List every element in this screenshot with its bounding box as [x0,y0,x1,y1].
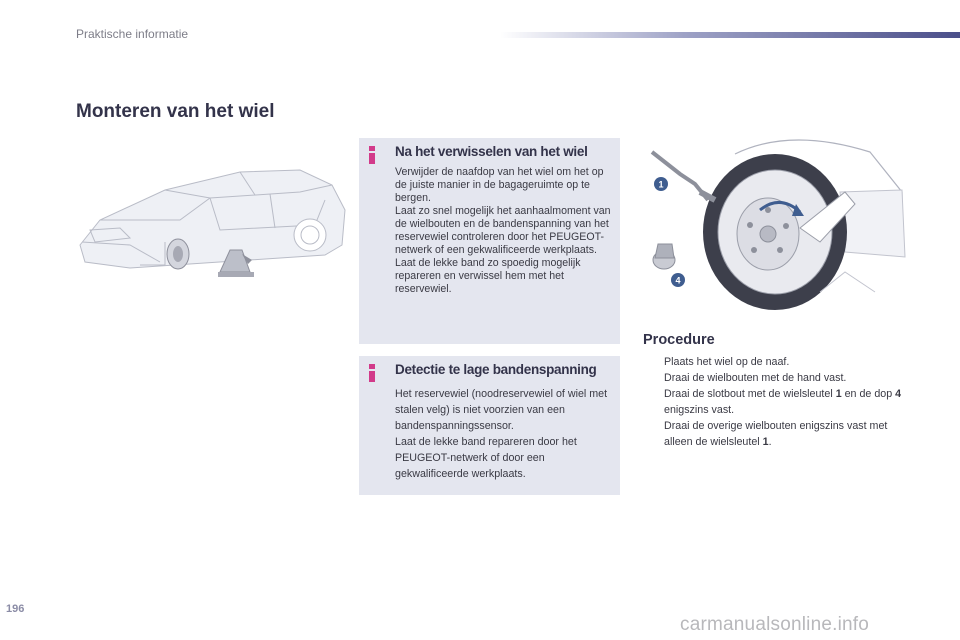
wrench-callout: 1 [658,179,664,190]
info-box-title: Detectie te lage bandenspanning [395,362,597,377]
procedure-step: Plaats het wiel op de naaf. [664,356,790,368]
header-gradient-bar [500,32,960,38]
info-box-low-pressure [359,356,620,495]
info-icon [369,146,375,164]
wheel-mounting-illustration [640,132,910,317]
info-icon [369,364,375,382]
page-title: Monteren van het wiel [76,101,275,122]
info-box-text [395,386,614,482]
info-paragraph: Laat de lekke band zo spoedig mogelijk repareren en verwissel hem met het reservewiel. [395,257,581,295]
section-header-label: Praktische informatie [76,27,189,41]
procedure-step: Draai de overige wielbouten enigszins vast met alleen de wielsleutel 1. [664,420,888,448]
watermark: carmanualsonline.info [680,614,870,635]
info-paragraph: Het reservewiel (noodreservewiel of wiel met stalen velg) is niet voorzien van een bandenspanningssensor. [395,388,608,432]
info-box-after-wheel-change [359,138,620,344]
car-jack-illustration [70,150,355,295]
info-box-title: Na het verwisselen van het wiel [395,144,588,159]
cap-callout: 4 [675,275,681,286]
info-paragraph: Laat de lekke band repareren door het PEUGEOT-netwerk of door een gekwalificeerde werkplaats. [395,436,577,480]
procedure-step: Draai de wielbouten met de hand vast. [664,372,847,384]
procedure-steps [643,354,908,450]
procedure-title: Procedure [643,332,715,348]
procedure-step: Draai de slotbout met de wielsleutel 1 en de dop 4 enigszins vast. [664,388,902,416]
info-paragraph: Laat zo snel mogelijk het aanhaalmoment van de wielbouten en de bandenspanning van het reservewiel controleren door het PEUGEOT-netwerk of een gekwalificeerde werkplaats. [395,205,611,256]
info-paragraph: Verwijder de naafdop van het wiel om het op de juiste manier in de bagageruimte op te bergen. [395,166,604,204]
page-number: 196 [6,603,25,615]
info-box-text [395,166,614,296]
